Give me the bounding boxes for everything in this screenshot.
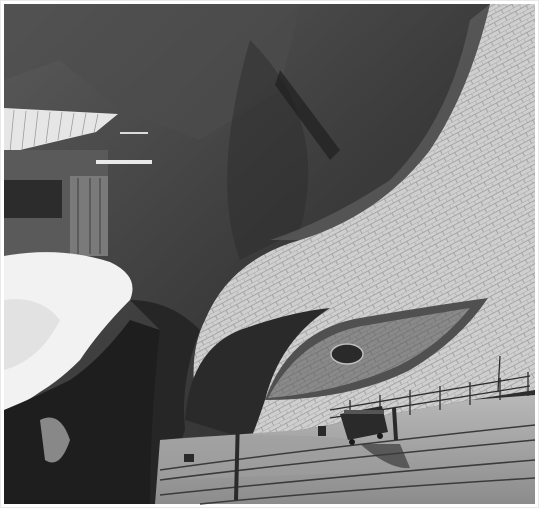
round-opening — [331, 344, 363, 364]
